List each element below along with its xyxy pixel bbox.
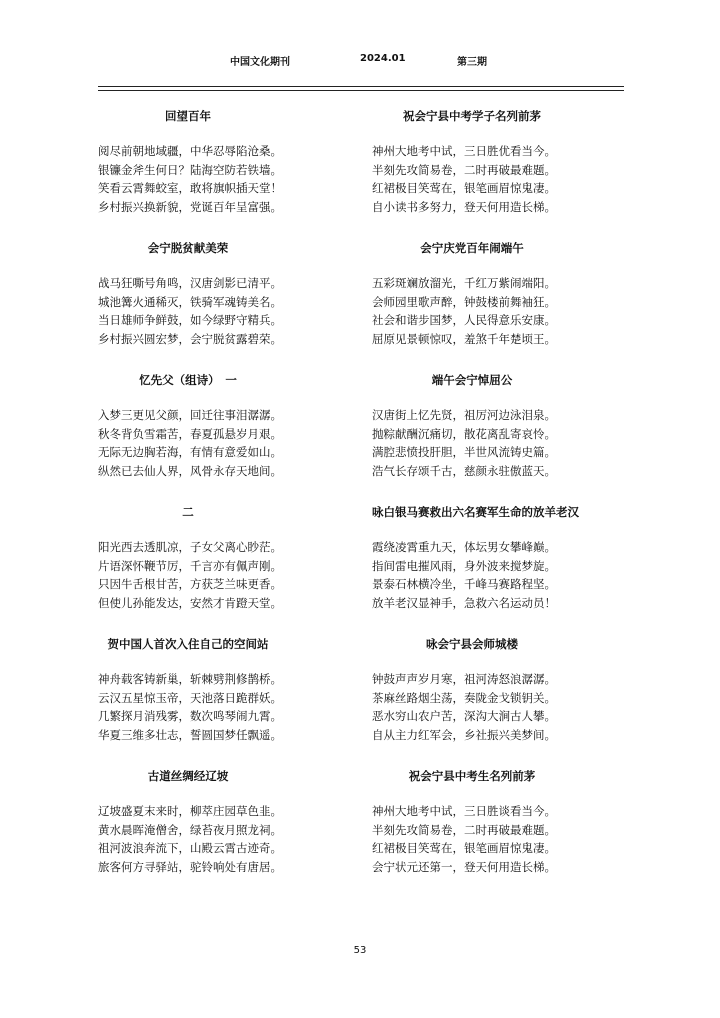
- poem-line: 祖河波浪奔流下，山殿云霄古迹奇。: [98, 841, 282, 855]
- poem: [98, 354, 348, 486]
- poem-line: 自从主力红军会，乡社振兴美梦间。: [372, 727, 556, 742]
- poem-line: 纵然已去仙人界，风骨永存天地间。: [98, 463, 282, 478]
- poem-title: 贺中国人首次入住自己的空间站: [107, 637, 269, 651]
- poem-line: 浩气长存颂千古，慈颜永驻傲蓝天。: [372, 463, 556, 478]
- poem-body: [98, 538, 348, 612]
- poem-line: 当日雄师争鲜鼓，如今绿野守精兵。: [98, 313, 282, 327]
- poem-line: 笑看云霄舞蛟室，敢将旗帜插天堂！: [98, 181, 282, 195]
- poem-title: 忆先父（组诗） 一: [139, 373, 237, 387]
- poem-title: 咏会宁县会师城楼: [426, 637, 518, 651]
- poem-line: 辽坡盛夏末来时，柳萃庄园草色韭。: [98, 804, 282, 818]
- poem: [372, 222, 622, 354]
- poem-line: 霞绕凌霄重九天，体坛男女攀峰巅。: [372, 540, 556, 554]
- poem-line: 放羊老汉显神手，急救六名运动员！: [372, 595, 556, 610]
- poem-title: 咏白银马赛救出六名赛军生命的放羊老汉: [372, 505, 579, 519]
- poem-line: 红裙极目笑莺在，银笔画眉惊鬼凄。: [372, 841, 556, 855]
- journal-name: 中国文化期刊: [230, 57, 290, 68]
- poem: [372, 618, 622, 750]
- poem-line: 红裙极目笑莺在，银笔画眉惊鬼凄。: [372, 181, 556, 195]
- poem-body: [372, 802, 622, 876]
- poem-line: 自小读书多努力，登天何用造长梯。: [372, 199, 556, 214]
- poem-body: [372, 538, 622, 612]
- page-header: [0, 53, 720, 69]
- issue-number: 第三期: [457, 57, 487, 68]
- poem-line: 阳光西去透肌凉，子女父离心眇茫。: [98, 540, 282, 554]
- poem-line: 指间雷电摧风雨，身外波来搅梦旋。: [372, 558, 556, 573]
- poem: [98, 222, 348, 354]
- poem-line: 满腔悲愤投肝胆，半世风流铸史篇。: [372, 445, 556, 459]
- poem-line: 汉唐街上忆先贤，祖厉河边泳泪泉。: [372, 408, 556, 422]
- poem-body: [98, 802, 348, 876]
- poem-line: 战马狂嘶号角鸣，汉唐剑影已清平。: [98, 276, 282, 290]
- poem-title: 会宁脱贫献美荣: [147, 241, 229, 255]
- poem-body: [372, 670, 622, 744]
- poem: [98, 750, 348, 882]
- poem-line: 神州大地考中试，三日胜优看当今。: [372, 144, 556, 158]
- poem-body: [98, 274, 348, 348]
- poem: [98, 486, 348, 618]
- poem-line: 旅客何方寻驿站，驼铃响处有唐居。: [98, 859, 282, 874]
- poem-line: 无际无边胸若海，有情有意爱如山。: [98, 445, 282, 459]
- poem-line: 恶水穷山农户苦，深沟大涧古人攀。: [372, 709, 556, 723]
- poem-body: [98, 670, 348, 744]
- poem-line: 银镰金斧生何日？陆海空防若铁墙。: [98, 162, 282, 177]
- poem-line: 秋冬背负雪霜苦，春夏孤悬岁月艰。: [98, 426, 282, 441]
- poem-title: 古道丝绸经辽坡: [147, 769, 229, 783]
- poem-line: 华夏三维多壮志，誓圆国梦任飘遥。: [98, 727, 282, 742]
- poem-title: 祝会宁县中考生名列前茅: [408, 769, 536, 783]
- poem-line: 黄水晨晖淹僧舍，绿苔夜月照龙祠。: [98, 822, 282, 837]
- poem-body: [98, 142, 348, 216]
- poem-line: 几繁探月消残雾，数次鸣琴闹九霄。: [98, 709, 282, 723]
- poem-line: 半刻先攻简易卷，二时再破最难题。: [372, 822, 556, 837]
- poem-line: 入梦三更见父颜，回迁往事泪潺潺。: [98, 408, 282, 422]
- poem-line: 会宁状元还第一，登天何用造长梯。: [372, 859, 556, 874]
- poem: [372, 486, 622, 618]
- poem-title: 端午会宁悼屈公: [431, 373, 513, 387]
- poem-line: 钟鼓声声岁月寒，祖河涛怒浪潺潺。: [372, 672, 556, 686]
- poem-line: 茶麻丝路烟尘荡，奏陇金戈锁钥关。: [372, 690, 556, 705]
- poem-line: 云汉五星惊玉帝，天池落日跪群妖。: [98, 690, 282, 705]
- poem-line: 只因牛舌根甘苦，方获芝兰味更香。: [98, 577, 282, 591]
- poem-body: [372, 142, 622, 216]
- poem: [98, 90, 348, 222]
- poem-line: 城池篝火通稀灭，铁骑军魂铸美名。: [98, 294, 282, 309]
- poem-body: [98, 406, 348, 480]
- page-number: 53: [353, 945, 367, 956]
- poem-body: [372, 406, 622, 480]
- poem: [98, 618, 348, 750]
- poem-line: 半刻先攻简易卷，二时再破最难题。: [372, 162, 556, 177]
- poem-title: 二: [182, 505, 194, 519]
- poem-title: 会宁庆党百年闹端午: [420, 241, 524, 255]
- header-rule-top: [98, 86, 624, 87]
- poem-line: 景泰石林横冷坐，千峰马赛路程坚。: [372, 577, 556, 591]
- poem-line: 乡村振兴换新貌，党诞百年呈富强。: [98, 199, 282, 214]
- poem-line: 阅尽前朝地域疆，中华忍辱陷沧桑。: [98, 144, 282, 158]
- poem-body: [372, 274, 622, 348]
- poem-line: 片语深怀鞭节厉，千言亦有佩声刚。: [98, 558, 282, 573]
- right-column: [372, 90, 622, 882]
- poem-line: 社会和谐步国梦，人民得意乐安康。: [372, 313, 556, 327]
- poem-title: 祝会宁县中考学子名列前茅: [403, 109, 541, 123]
- poem-line: 五彩斑斓放溜光，千红万紫闹端阳。: [372, 276, 556, 290]
- poem-line: 神州大地考中试，三日胜谈看当今。: [372, 804, 556, 818]
- poem-line: 抛粽献酬沉痛切，散花离乱寄哀怜。: [372, 426, 556, 441]
- poem-line: 会师园里歌声醉，钟鼓楼前舞袖狂。: [372, 294, 556, 309]
- poem-line: 乡村振兴圆宏梦，会宁脱贫露碧荣。: [98, 331, 282, 346]
- poem: [372, 750, 622, 882]
- poem: [372, 90, 622, 222]
- left-column: [98, 90, 348, 882]
- poem: [372, 354, 622, 486]
- poem-line: 神舟载客铸新巢，斩棘劈荆修鹊桥。: [98, 672, 282, 686]
- issue-date: 2024.01: [360, 53, 406, 64]
- poem-line: 但使儿孙能发达，安然才肯蹬天堂。: [98, 595, 282, 610]
- poem-line: 屈原见景顿惊叹，羞煞千年楚顷王。: [372, 331, 556, 346]
- poem-title: 回望百年: [165, 109, 211, 123]
